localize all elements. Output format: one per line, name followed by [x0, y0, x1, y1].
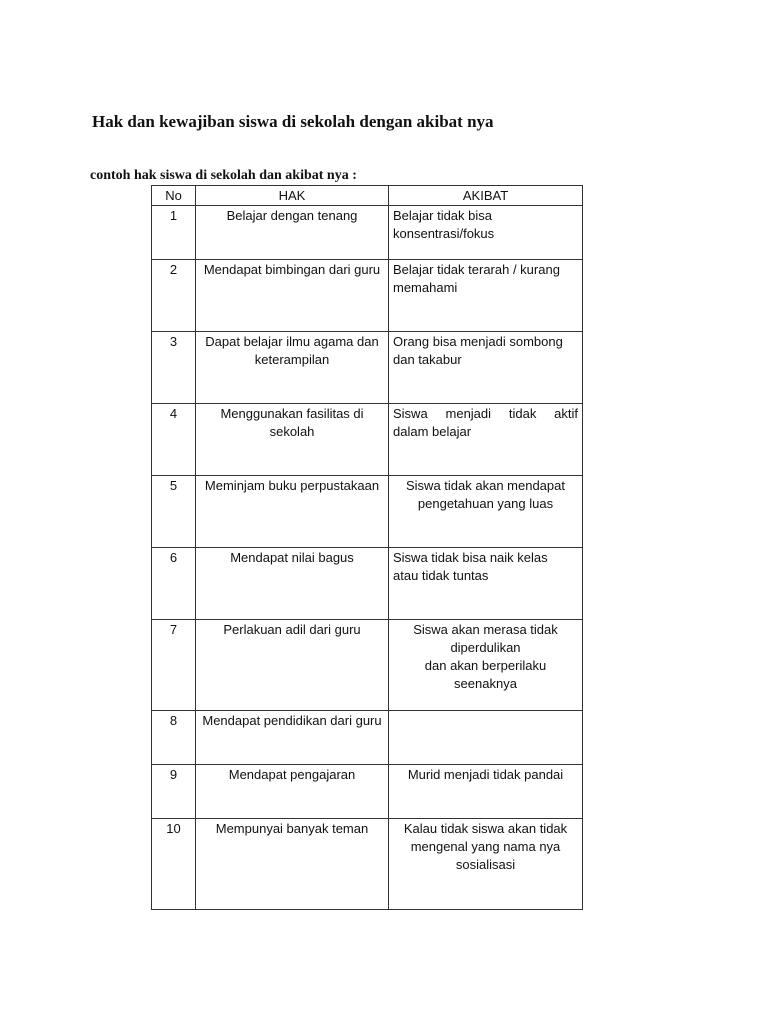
row-hak: Mendapat pengajaran	[196, 765, 389, 819]
row-hak: Mempunyai banyak teman	[196, 819, 389, 910]
table-row	[152, 765, 583, 819]
akibat-line: seenaknya	[454, 676, 517, 691]
table-row	[152, 548, 583, 620]
rights-table	[151, 185, 583, 910]
row-hak: Mendapat bimbingan dari guru	[196, 260, 389, 332]
table-row	[152, 206, 583, 260]
row-akibat	[389, 260, 583, 332]
row-hak: Belajar dengan tenang	[196, 206, 389, 260]
row-number: 8	[152, 711, 196, 765]
row-akibat	[389, 620, 583, 711]
row-hak: Meminjam buku perpustakaan	[196, 476, 389, 548]
row-number: 9	[152, 765, 196, 819]
akibat-line: Murid menjadi tidak pandai	[407, 767, 564, 782]
akibat-line: Siswa akan merasa tidak	[413, 622, 558, 637]
akibat-line: Belajar tidak terarah / kurang	[393, 262, 560, 277]
table-row	[152, 404, 583, 476]
row-akibat	[389, 765, 583, 819]
akibat-line: Siswa menjadi tidak aktif	[393, 406, 578, 421]
akibat-line: konsentrasi/fokus	[393, 226, 495, 241]
akibat-line: Belajar tidak bisa	[393, 208, 492, 223]
table-row	[152, 260, 583, 332]
akibat-line: mengenal yang nama nya	[410, 839, 561, 854]
row-akibat-empty	[389, 711, 583, 765]
row-akibat	[389, 476, 583, 548]
header-no: No	[152, 186, 196, 206]
row-number: 4	[152, 404, 196, 476]
table-header-row	[152, 186, 583, 206]
row-number: 3	[152, 332, 196, 404]
row-akibat	[389, 332, 583, 404]
akibat-line: Kalau tidak siswa akan tidak	[403, 821, 568, 836]
row-number: 6	[152, 548, 196, 620]
akibat-line: Orang bisa menjadi sombong	[393, 334, 563, 349]
row-number: 2	[152, 260, 196, 332]
row-number: 1	[152, 206, 196, 260]
row-hak: Menggunakan fasilitas di sekolah	[196, 404, 389, 476]
header-akibat: AKIBAT	[389, 186, 583, 206]
akibat-line: dan akan berperilaku	[424, 658, 547, 673]
row-hak: Dapat belajar ilmu agama dan keterampilan	[196, 332, 389, 404]
row-akibat	[389, 206, 583, 260]
row-number: 7	[152, 620, 196, 711]
row-akibat	[389, 819, 583, 910]
akibat-line: Siswa tidak bisa naik kelas	[393, 550, 548, 565]
row-akibat	[389, 404, 583, 476]
table-caption: contoh hak siswa di sekolah dan akibat nya :	[90, 168, 357, 183]
table-row	[152, 711, 583, 765]
akibat-line: memahami	[393, 280, 458, 295]
table-row	[152, 620, 583, 711]
row-hak: Mendapat pendidikan dari guru	[196, 711, 389, 765]
row-number: 5	[152, 476, 196, 548]
table-row	[152, 819, 583, 910]
table-row	[152, 332, 583, 404]
row-number: 10	[152, 819, 196, 910]
row-hak: Mendapat nilai bagus	[196, 548, 389, 620]
table-row	[152, 476, 583, 548]
akibat-line: pengetahuan yang luas	[417, 496, 554, 511]
akibat-line: sosialisasi	[455, 857, 516, 872]
page-title: Hak dan kewajiban siswa di sekolah dengan akibat nya	[92, 112, 494, 131]
akibat-line: Siswa tidak akan mendapat	[406, 478, 565, 493]
row-akibat	[389, 548, 583, 620]
akibat-line: dalam belajar	[393, 424, 472, 439]
akibat-line: diperdulikan	[450, 640, 521, 655]
header-hak: HAK	[196, 186, 389, 206]
akibat-line: atau tidak tuntas	[393, 568, 489, 583]
row-hak: Perlakuan adil dari guru	[196, 620, 389, 711]
akibat-line: dan takabur	[393, 352, 462, 367]
